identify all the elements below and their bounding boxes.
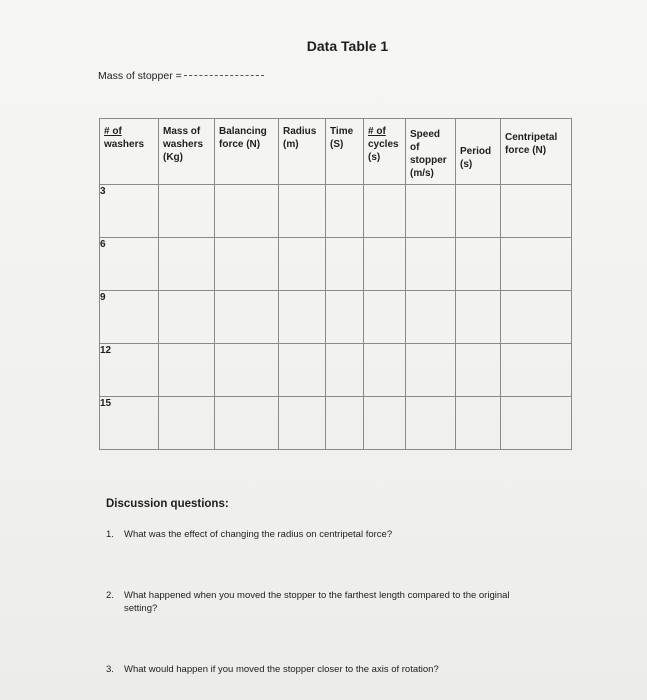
- table-cell: [406, 291, 456, 344]
- table-cell: [364, 397, 406, 450]
- page-title: Data Table 1: [306, 38, 389, 54]
- table-cell: [501, 397, 572, 450]
- table-cell: [501, 238, 572, 291]
- header-line: (Kg): [163, 152, 183, 163]
- table-cell: [364, 238, 406, 291]
- header-num-cycles: [364, 119, 406, 185]
- table-cell: [159, 397, 215, 450]
- question-text: What was the effect of changing the radius on centripetal force?: [124, 529, 393, 540]
- header-centripetal-force: [501, 119, 572, 185]
- table-cell: [456, 397, 501, 450]
- washer-count-cell: 12: [100, 344, 159, 397]
- table-cell: [215, 185, 279, 238]
- header-num-washers: [100, 119, 159, 185]
- header-line: Centripetal: [505, 132, 558, 143]
- header-line: force (N): [505, 145, 547, 156]
- data-table: [99, 118, 572, 450]
- header-line: Period: [460, 146, 492, 157]
- header-line: Time: [330, 126, 354, 137]
- header-speed-of-stopper: [406, 119, 456, 185]
- table-cell: [279, 185, 326, 238]
- table-cell: [456, 185, 501, 238]
- table-cell: [406, 185, 456, 238]
- question-number: 1.: [106, 529, 114, 540]
- table-cell: [159, 344, 215, 397]
- question-number: 2.: [106, 590, 114, 601]
- header-line: force (N): [219, 139, 261, 150]
- header-line: (m/s): [410, 168, 434, 179]
- table-cell: [326, 291, 364, 344]
- discussion-question-1: [106, 528, 544, 541]
- table-row: [100, 291, 572, 344]
- header-line: cycles: [368, 139, 399, 150]
- mass-of-stopper-line: [98, 70, 264, 82]
- table-cell: [501, 291, 572, 344]
- washer-count-cell: 9: [100, 291, 159, 344]
- table-cell: [279, 344, 326, 397]
- discussion-question-3: [106, 663, 544, 676]
- table-cell: [501, 185, 572, 238]
- question-text: What happened when you moved the stopper to the farthest length compared to the original setting?: [124, 590, 510, 614]
- table-cell: [364, 291, 406, 344]
- table-row: [100, 344, 572, 397]
- header-balancing-force: [215, 119, 279, 185]
- table-cell: [279, 397, 326, 450]
- table-cell: [326, 238, 364, 291]
- table-cell: [326, 185, 364, 238]
- header-line: (S): [330, 139, 344, 150]
- table-cell: [215, 238, 279, 291]
- header-time: [326, 119, 364, 185]
- header-line: # of: [104, 126, 122, 137]
- header-line: Speed: [410, 129, 441, 140]
- table-row: [100, 238, 572, 291]
- header-line: (s): [460, 159, 473, 170]
- header-line: of: [410, 142, 420, 153]
- table-cell: [406, 397, 456, 450]
- header-line: (s): [368, 152, 381, 163]
- washer-count-cell: 3: [100, 185, 159, 238]
- table-cell: [456, 344, 501, 397]
- table-cell: [326, 397, 364, 450]
- table-cell: [501, 344, 572, 397]
- header-line: Radius: [283, 126, 317, 137]
- question-text: What would happen if you moved the stopper closer to the axis of rotation?: [124, 664, 439, 675]
- header-line: Mass of: [163, 126, 201, 137]
- table-cell: [456, 291, 501, 344]
- mass-of-stopper-blank: [184, 75, 264, 76]
- table-row: [100, 185, 572, 238]
- header-mass-washers: [159, 119, 215, 185]
- header-line: stopper: [410, 155, 447, 166]
- header-line: # of: [368, 126, 386, 137]
- discussion-title: Discussion questions:: [106, 498, 229, 510]
- table-cell: [215, 344, 279, 397]
- table-cell: [159, 238, 215, 291]
- header-line: washers: [163, 139, 204, 150]
- table-header-row: [100, 119, 572, 185]
- header-line: washers: [104, 139, 145, 150]
- table-cell: [159, 185, 215, 238]
- table-cell: [215, 397, 279, 450]
- table-cell: [215, 291, 279, 344]
- washer-count-cell: 15: [100, 397, 159, 450]
- table-cell: [364, 344, 406, 397]
- table-cell: [364, 185, 406, 238]
- table-row: [100, 397, 572, 450]
- header-radius: [279, 119, 326, 185]
- table-cell: [326, 344, 364, 397]
- table-cell: [406, 238, 456, 291]
- table-cell: [456, 238, 501, 291]
- question-number: 3.: [106, 664, 114, 675]
- header-line: (m): [283, 139, 299, 150]
- table-cell: [406, 344, 456, 397]
- mass-of-stopper-label: Mass of stopper =: [98, 70, 182, 82]
- header-line: Balancing: [219, 126, 267, 137]
- washer-count-cell: 6: [100, 238, 159, 291]
- discussion-question-2: [106, 589, 544, 615]
- header-period: [456, 119, 501, 185]
- table-cell: [159, 291, 215, 344]
- table-cell: [279, 291, 326, 344]
- table-cell: [279, 238, 326, 291]
